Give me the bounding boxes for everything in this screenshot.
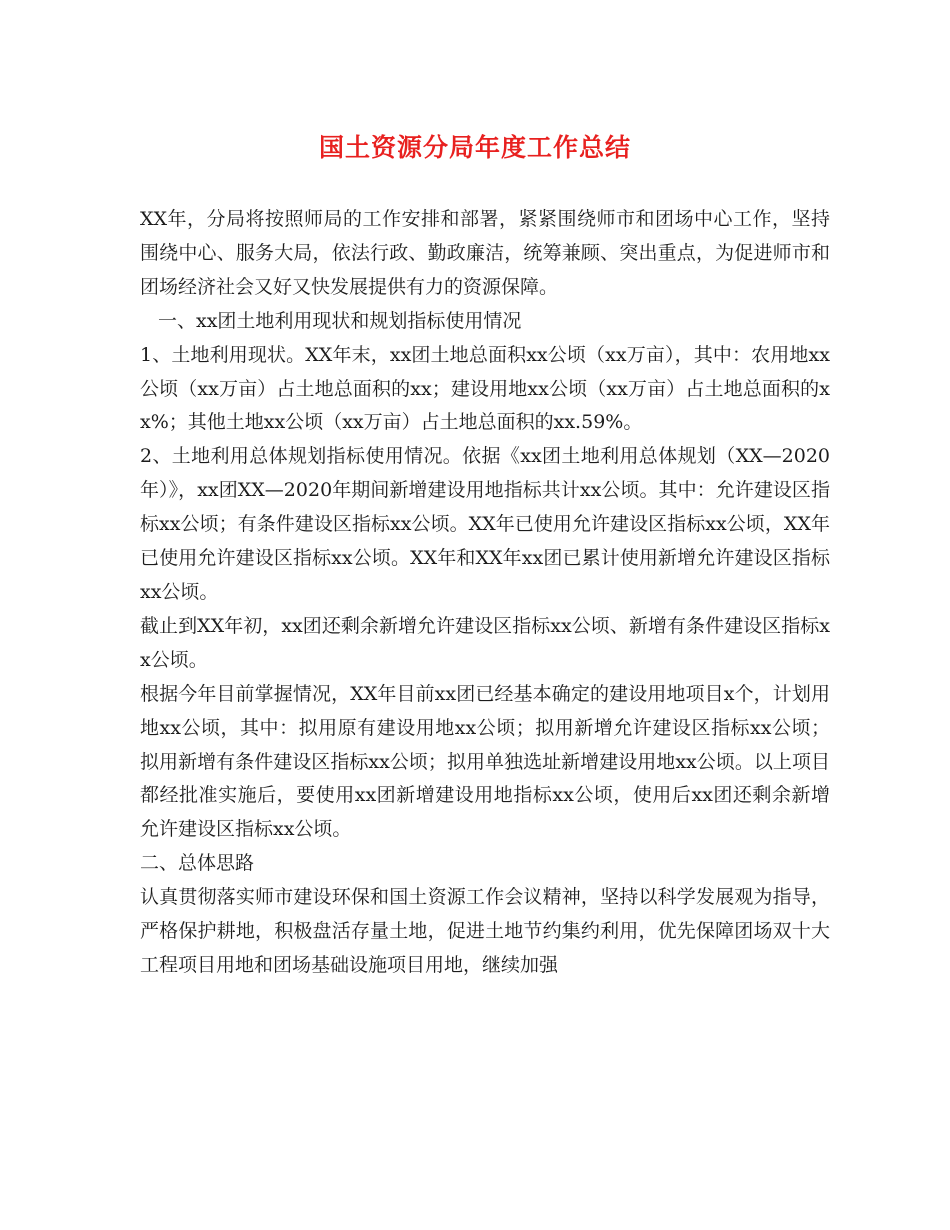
paragraph-overall-approach: 认真贯彻落实师市建设环保和国土资源工作会议精神，坚持以科学发展观为指导，严格保护耕地，积极盘活存量土地，促进土地节约集约利用，优先保障团场双十大工程项目用地和团场基础设施项目用地，继续加强: [140, 886, 830, 976]
paragraph-remaining-indicators: 截止到XX年初，xx团还剩余新增允许建设区指标xx公顷、新增有条件建设区指标xx公顷。: [140, 614, 830, 671]
paragraph-projects: 根据今年目前掌握情况，XX年目前xx团已经基本确定的建设用地项目x个，计划用地xx公顷，其中：拟用原有建设用地xx公顷；拟用新增允许建设区指标xx公顷；拟用新增有条件建设区指标xx公顷；拟用单独选址新增建设用地xx公顷。以上项目都经批准实施后，要使用xx团新增建设用地指标xx公顷，使用后xx团还剩余新增允许建设区指标xx公顷。: [140, 682, 830, 841]
section-heading-1: 一、xx团土地利用现状和规划指标使用情况: [158, 309, 522, 332]
paragraph-planning-indicators: 2、土地利用总体规划指标使用情况。依据《xx团土地利用总体规划（XX—2020年）》，xx团XX—2020年期间新增建设用地指标共计xx公顷。其中：允许建设区指标xx公顷；有条件建设区指标xx公顷。XX年已使用允许建设区指标xx公顷，XX年已使用允许建设区指标xx公顷。XX年和XX年xx团已累计使用新增允许建设区指标xx公顷。: [140, 445, 830, 603]
paragraph-land-status: 1、土地利用现状。XX年末，xx团土地总面积xx公顷（xx万亩），其中：农用地xx公顷（xx万亩）占土地总面积的xx；建设用地xx公顷（xx万亩）占土地总面积的xx%；其他土地xx公顷（xx万亩）占土地总面积的xx.59%。: [140, 343, 830, 434]
document-body: [140, 203, 830, 983]
document-title: 国土资源分局年度工作总结: [318, 133, 631, 162]
paragraph-intro: XX年，分局将按照师局的工作安排和部署，紧紧围绕师市和团场中心工作，坚持围绕中心、服务大局，依法行政、勤政廉洁，统筹兼顾、突出重点，为促进师市和团场经济社会又好又快发展提供有力的资源保障。: [140, 208, 830, 298]
section-heading-2: 二、总体思路: [140, 852, 255, 875]
